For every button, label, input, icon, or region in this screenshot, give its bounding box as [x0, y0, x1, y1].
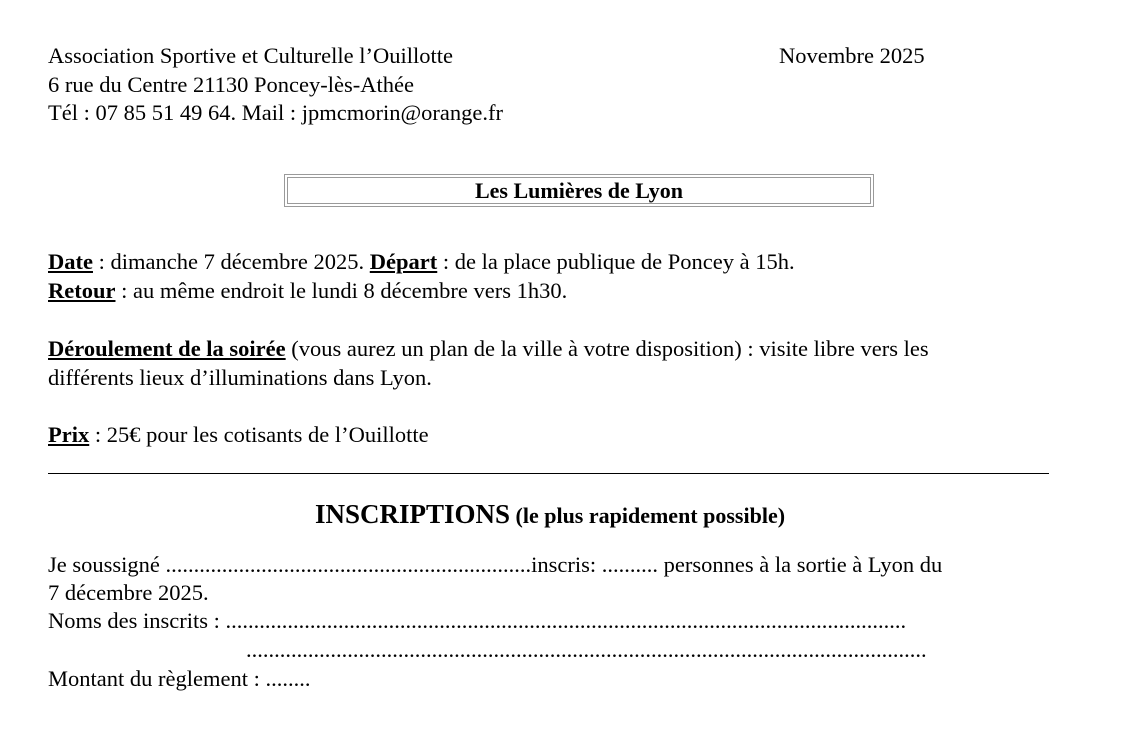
inscription-line-2: 7 décembre 2025. [48, 580, 209, 605]
document-date: Novembre 2025 [779, 43, 925, 68]
montant-line: Montant du règlement : ........ [48, 666, 311, 691]
inscriptions-heading [0, 498, 1100, 532]
page-title: Les Lumières de Lyon [287, 177, 871, 204]
org-address: 6 rue du Centre 21130 Poncey-lès-Athée [48, 72, 414, 97]
date-line [48, 247, 795, 276]
title-box [284, 174, 874, 207]
retour-text: : au même endroit le lundi 8 décembre vers 1h30. [115, 278, 568, 303]
retour-label: Retour [48, 278, 116, 303]
noms-inscrits-continuation: ......................................................................................................................... [246, 637, 927, 662]
date-text: : dimanche 7 décembre 2025. [92, 249, 370, 274]
noms-inscrits-line: Noms des inscrits : ......................................................................................................................... [48, 608, 907, 633]
org-name: Association Sportive et Culturelle l’Ouillotte [48, 43, 453, 68]
depart-text: : de la place publique de Poncey à 15h. [437, 249, 795, 274]
org-contact: Tél : 07 85 51 49 64. Mail : jpmcmorin@orange.fr [48, 100, 504, 125]
prix-line [48, 420, 429, 449]
deroulement-text: (vous aurez un plan de la ville à votre disposition) : visite libre vers les [285, 336, 929, 361]
deroulement-label: Déroulement de la soirée [48, 336, 286, 361]
prix-text: : 25€ pour les cotisants de l’Ouillotte [89, 422, 429, 447]
depart-label: Départ [369, 249, 438, 274]
date-label: Date [48, 249, 93, 274]
separator-line [48, 473, 1049, 474]
inscriptions-title: INSCRIPTIONS [314, 499, 511, 529]
retour-line [48, 276, 567, 305]
prix-label: Prix [48, 422, 90, 447]
inscriptions-subtitle: (le plus rapidement possible) [510, 503, 786, 528]
inscription-line-1: Je soussigné .................................................................inscris: .......... personnes à la sortie à Lyon du [48, 552, 943, 577]
deroulement-line-2: différents lieux d’illuminations dans Lyon. [48, 365, 432, 390]
deroulement-line [48, 334, 929, 363]
